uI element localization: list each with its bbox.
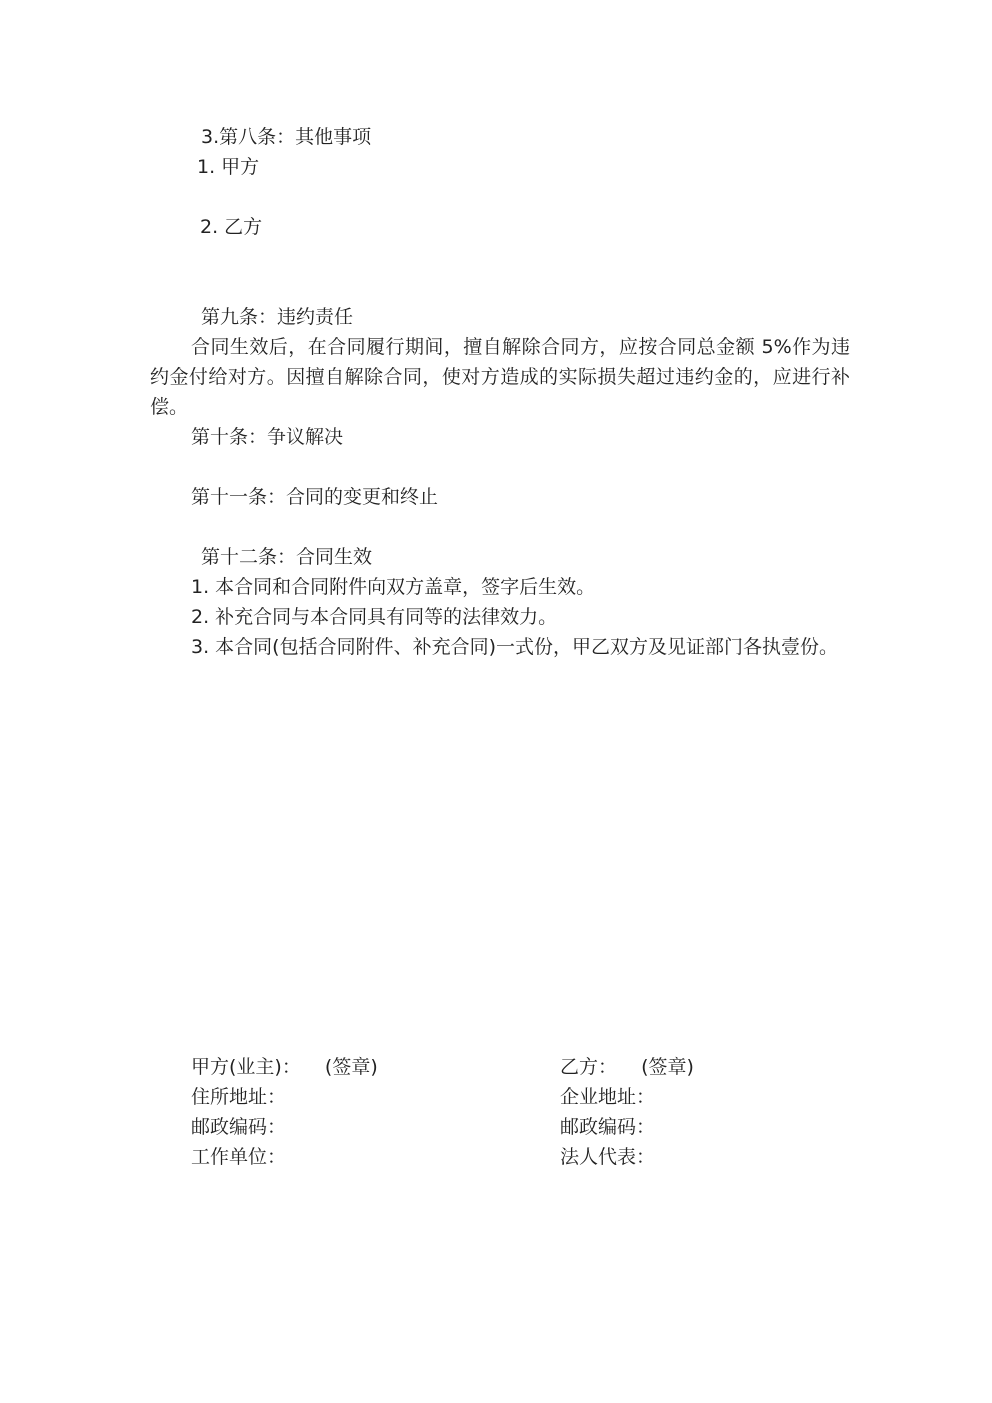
article9-heading: 第九条：违约责任 bbox=[201, 306, 354, 328]
party-b-legal-rep-field: 法人代表： bbox=[560, 1146, 656, 1168]
party-a-seal: (签章) bbox=[324, 1056, 378, 1078]
party-a-workplace-field: 工作单位： bbox=[191, 1146, 287, 1168]
party-a-address-field: 住所地址： bbox=[191, 1086, 287, 1108]
article9-body: 合同生效后，在合同履行期间，擅自解除合同方，应按合同总金额 5%作为违约金付给对方。因擅自解除合同，使对方造成的实际损失超过违约金的，应进行补偿。 bbox=[150, 336, 850, 418]
article10-heading: 第十条：争议解决 bbox=[191, 426, 344, 448]
party-a-title-row bbox=[191, 1052, 378, 1082]
article11-heading: 第十一条：合同的变更和终止 bbox=[191, 486, 439, 508]
article12-item-2: 2. 补充合同与本合同具有同等的法律效力。 bbox=[191, 606, 558, 628]
article12-item-1: 1. 本合同和合同附件向双方盖章，签字后生效。 bbox=[191, 576, 596, 598]
party-b-address-field: 企业地址： bbox=[560, 1086, 656, 1108]
article12-heading: 第十二条：合同生效 bbox=[201, 546, 373, 568]
article8-item-party-b: 2. 乙方 bbox=[200, 216, 263, 238]
party-b-title-row bbox=[560, 1052, 694, 1082]
article8-item-party-a: 1. 甲方 bbox=[197, 156, 260, 178]
article12-item-3: 3. 本合同(包括合同附件、补充合同)一式份，甲乙双方及见证部门各执壹份。 bbox=[191, 636, 838, 658]
party-b-seal: (签章) bbox=[641, 1056, 694, 1078]
party-a-postcode-field: 邮政编码： bbox=[191, 1116, 287, 1138]
article8-heading: 3.第八条：其他事项 bbox=[201, 126, 372, 148]
party-b-title: 乙方： bbox=[560, 1056, 618, 1078]
party-a-title: 甲方(业主)： bbox=[191, 1056, 301, 1078]
party-b-postcode-field: 邮政编码： bbox=[560, 1116, 656, 1138]
